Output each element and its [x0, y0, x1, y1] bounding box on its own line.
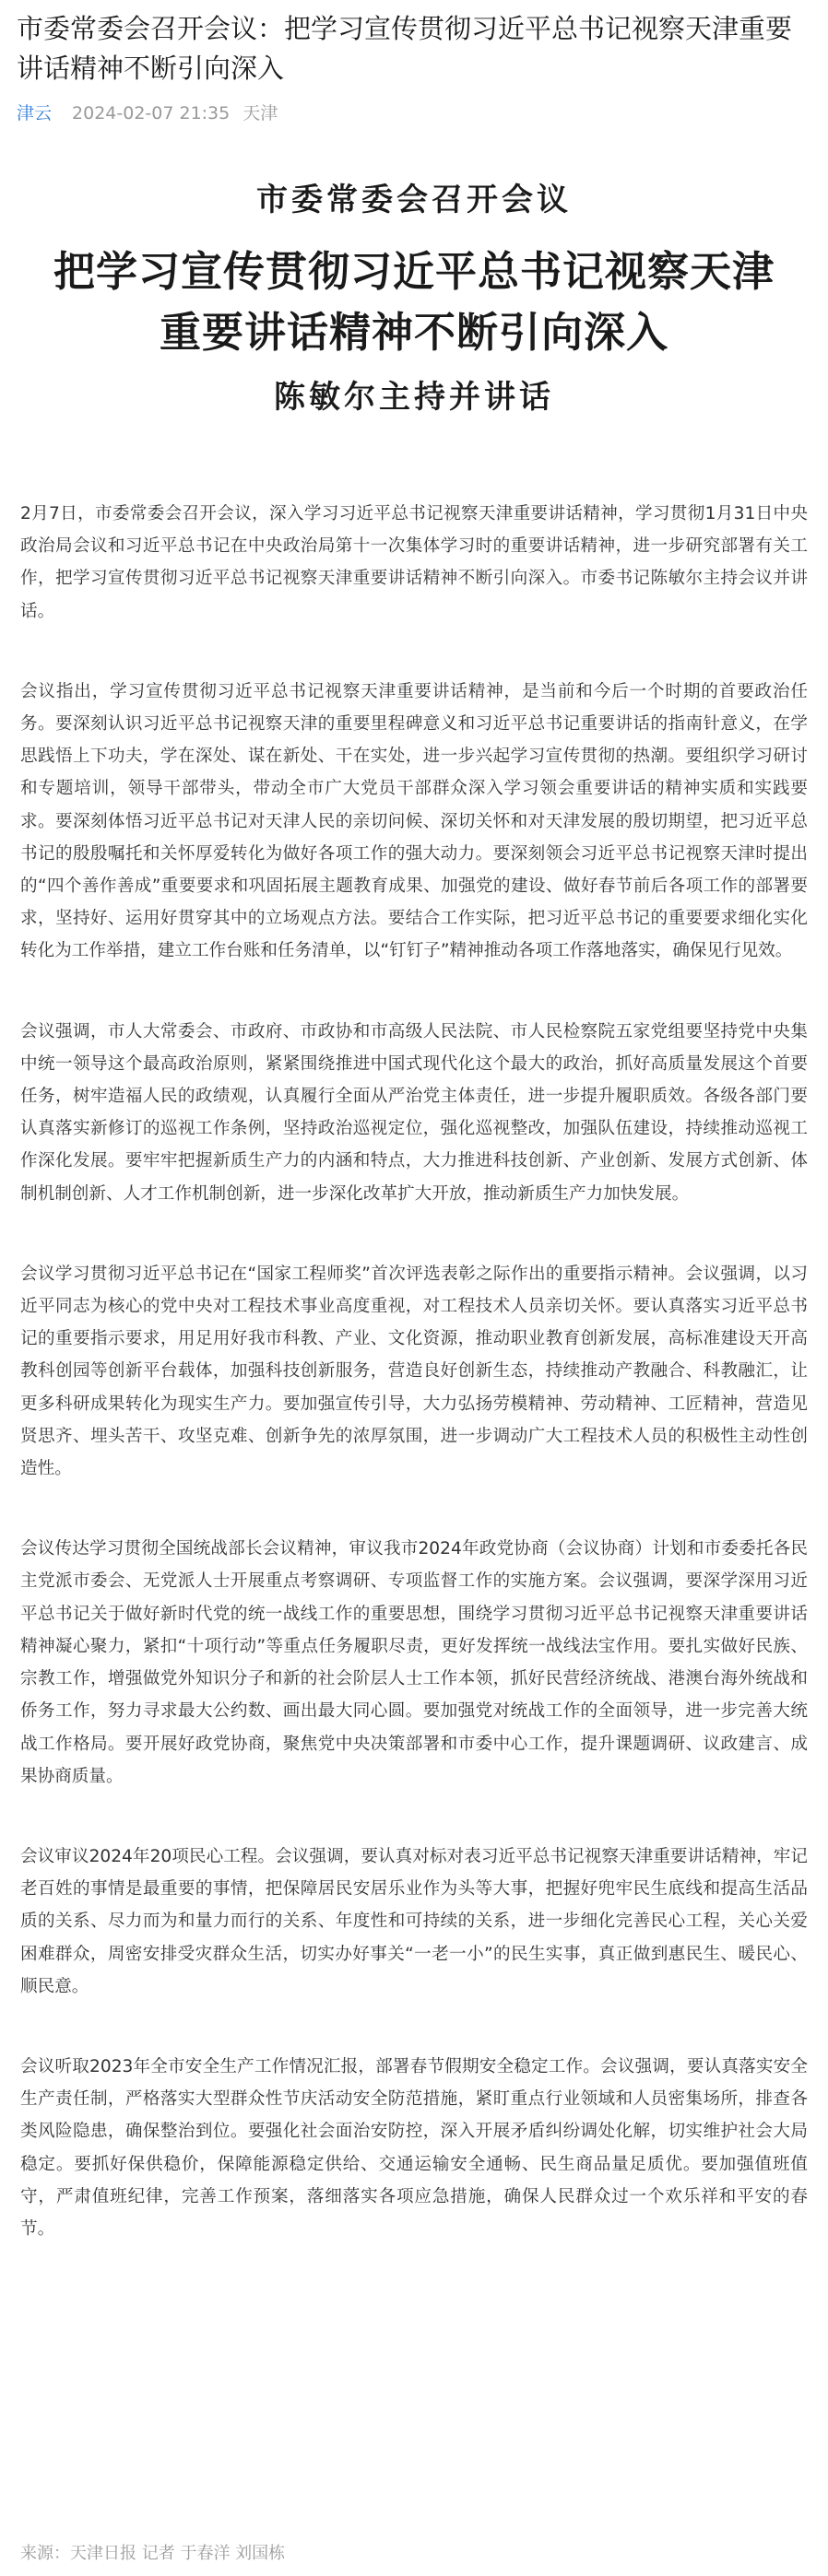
publish-location: 天津: [242, 103, 278, 124]
banner-subtitle: 陈敏尔主持并讲话: [274, 379, 554, 416]
title-banner: [17, 177, 811, 420]
banner-title-line1: 把学习宣传贯彻习近平总书记视察天津: [53, 247, 775, 296]
paragraph: 会议听取2023年全市安全生产工作情况汇报，部署春节假期安全稳定工作。会议强调，要认真落实安全生产责任制，严格落实大型群众性节庆活动安全防范措施，紧盯重点行业领域和人员密集场所，排查各类风险隐患，确保整治到位。要强化社会面治安防控，深入开展矛盾纠纷调处化解，切实维护社会大局稳定。要抓好保供稳价，保障能源稳定供给、交通运输安全通畅、民生商品量足质优。要加强值班值守，严肃值班纪律，完善工作预案，落细落实各项应急措施，确保人民群众过一个欢乐祥和平安的春节。: [20, 2056, 808, 2239]
article-meta: [17, 100, 811, 127]
paragraph: 会议指出，学习宣传贯彻习近平总书记视察天津重要讲话精神，是当前和今后一个时期的首要政治任务。要深刻认识习近平总书记视察天津的重要里程碑意义和习近平总书记重要讲话的指南针意义，在学思践悟上下功夫，学在深处、谋在新处、干在实处，进一步兴起学习宣传贯彻的热潮。要组织学习研讨和专题培训，领导干部带头，带动全市广大党员干部群众深入学习领会重要讲话的精神实质和实践要求。要深刻体悟习近平总书记对天津人民的亲切问候、深切关怀和对天津发展的殷切期望，把习近平总书记的殷殷嘱托和关怀厚爱转化为做好各项工作的强大动力。要深刻领会习近平总书记视察天津时提出的“四个善作善成”重要要求和巩固拓展主题教育成果、加强党的建设、做好春节前后各项工作的部署要求，坚持好、运用好贯穿其中的立场观点方法。要结合工作实际，把习近平总书记的重要要求细化实化转化为工作举措，建立工作台账和任务清单，以“钉钉子”精神推动各项工作落地落实，确保见行见效。: [20, 681, 808, 961]
publish-datetime: 2024-02-07 21:35: [72, 103, 231, 124]
article-headline: 市委常委会召开会议：把学习宣传贯彻习近平总书记视察天津重要讲话精神不断引向深入: [17, 13, 793, 84]
source-credit: 来源：天津日报 记者 于春洋 刘国栋: [20, 2544, 286, 2563]
source-link[interactable]: 津云: [17, 103, 53, 124]
paragraph: 会议学习贯彻习近平总书记在“国家工程师奖”首次评选表彰之际作出的重要指示精神。会议强调，以习近平同志为核心的党中央对工程技术事业高度重视，对工程技术人员亲切关怀。要认真落实习近平总书记的重要指示要求，用足用好我市科教、产业、文化资源，推动职业教育创新发展，高标准建设天开高教科创园等创新平台载体，加强科技创新服务，营造良好创新生态，持续推动产教融合、科教融汇，让更多科研成果转化为现实生产力。要加强宣传引导，大力弘扬劳模精神、劳动精神、工匠精神，营造见贤思齐、埋头苦干、攻坚克难、创新争先的浓厚氛围，进一步调动广大工程技术人员的积极性主动性创造性。: [20, 1264, 808, 1479]
paragraph: 会议强调，市人大常委会、市政府、市政协和市高级人民法院、市人民检察院五家党组要坚持党中央集中统一领导这个最高政治原则，紧紧围绕推进中国式现代化这个最大的政治，抓好高质量发展这个首要任务，树牢造福人民的政绩观，认真履行全面从严治党主体责任，进一步提升履职质效。各级各部门要认真落实新修订的巡视工作条例，坚持政治巡视定位，强化巡视整改，加强队伍建设，持续推动巡视工作深化发展。要牢牢把握新质生产力的内涵和特点，大力推进科技创新、产业创新、发展方式创新、体制机制创新、人才工作机制创新，进一步深化改革扩大开放，推动新质生产力加快发展。: [20, 1021, 808, 1204]
banner-title-line2: 重要讲话精神不断引向深入: [159, 308, 668, 357]
paragraph: 会议传达学习贯彻全国统战部长会议精神，审议我市2024年政党协商（会议协商）计划和市委委托各民主党派市委会、无党派人士开展重点考察调研、专项监督工作的实施方案。会议强调，要深学深用习近平总书记关于做好新时代党的统一战线工作的重要思想，围绕学习贯彻习近平总书记视察天津重要讲话精神凝心聚力，紧扣“十项行动”等重点任务履职尽责，更好发挥统一战线法宝作用。要扎实做好民族、宗教工作，增强做党外知识分子和新的社会阶层人士工作本领，抓好民营经济统战、港澳台海外统战和侨务工作，努力寻求最大公约数、画出最大同心圆。要加强党对统战工作的全面领导，进一步完善大统战工作格局。要开展好政党协商，聚焦党中央决策部署和市委中心工作，提升课题调研、议政建言、成果协商质量。: [20, 1539, 808, 1786]
banner-kicker: 市委常委会召开会议: [256, 182, 572, 218]
article-body: [17, 498, 811, 2245]
paragraph: 2月7日，市委常委会召开会议，深入学习习近平总书记视察天津重要讲话精神，学习贯彻1月31日中央政治局会议和习近平总书记在中央政治局第十一次集体学习时的重要讲话精神，进一步研究部署有关工作，把学习宣传贯彻习近平总书记视察天津重要讲话精神不断引向深入。市委书记陈敏尔主持会议并讲话。: [20, 504, 808, 621]
paragraph: 会议审议2024年20项民心工程。会议强调，要认真对标对表习近平总书记视察天津重要讲话精神，牢记老百姓的事情是最重要的事情，把保障居民安居乐业作为头等大事，把握好兜牢民生底线和提高生活品质的关系、尽力而为和量力而行的关系、年度性和可持续的关系，进一步细化完善民心工程，关心关爱困难群众，周密安排受灾群众生活，切实办好事关“一老一小”的民生实事，真正做到惠民生、暖民心、顺民意。: [20, 1846, 808, 1996]
